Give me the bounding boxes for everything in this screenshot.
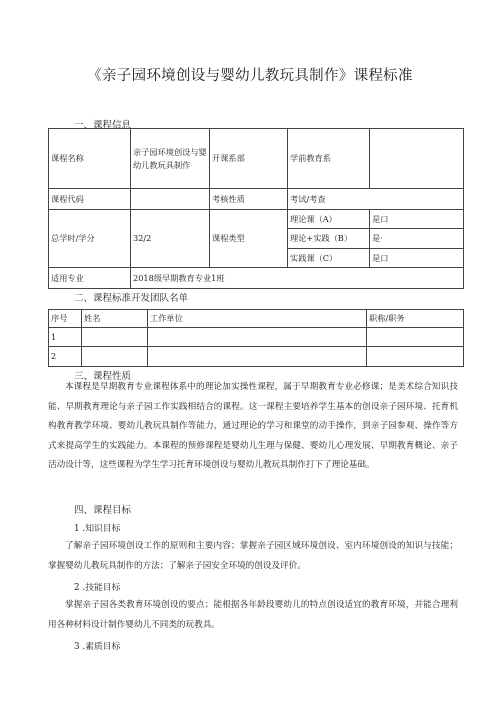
- row-no: 1: [49, 328, 82, 347]
- major-label: 适用专业: [49, 268, 131, 289]
- hours-value: 32/2: [131, 210, 210, 268]
- course-info-table: [48, 128, 464, 289]
- section3-heading: 三、课程性质: [74, 371, 132, 382]
- header-name: 姓名: [82, 310, 148, 328]
- skill-goal-heading: 2 .技能目标: [74, 583, 121, 593]
- type3-value: 是口: [370, 249, 464, 268]
- section3-paragraph: 本课程是早期教育专业课程体系中的理论加实操性课程，属于早期教育专业必修课；是美术综合知识技能、早期教育理论与亲子园工作实践相结合的课程。这一课程主要培养学生基本的创设亲子园环境、托育机构教育教学环境、婴幼儿教玩具制作等能力，通过理论的学习和课堂的动手操作，到亲子园参观、操作等方式来提高学生的实践能力。本课程的预修课程是婴幼儿生理与保健、婴幼儿心理发展、早期教育概论、亲子活动设计等，这些课程为学生学习托育环境创设与婴幼儿教玩具制作打下了理论基础。: [48, 382, 458, 471]
- type2-label: 理论+实践（B）: [288, 229, 370, 249]
- row-unit: [148, 347, 367, 367]
- exam-value: 考试/考查: [288, 189, 464, 210]
- row-title: [367, 328, 464, 347]
- empty-cell: [370, 129, 464, 189]
- table-row: [49, 347, 464, 367]
- table-row: [49, 129, 464, 189]
- dept-value: 学前教育系: [288, 129, 370, 189]
- header-unit: 工作单位: [148, 310, 367, 328]
- type2-value: 是·: [370, 229, 464, 249]
- table-row: [49, 328, 464, 347]
- knowledge-goal-heading: 1 .知识目标: [74, 524, 121, 534]
- major-value: 2018级早期教育专业1班: [131, 268, 464, 289]
- course-name-value: 亲子园环境创设与婴幼儿教玩具制作: [131, 129, 210, 189]
- row-name: [82, 328, 148, 347]
- quality-goal-heading: 3 .素质目标: [74, 642, 121, 652]
- type3-label: 实践课（C）: [288, 249, 370, 268]
- document-title: 《亲子园环境创设与婴幼儿教玩具制作》课程标准: [87, 68, 413, 84]
- hours-label: 总学时/学分: [49, 210, 131, 268]
- skill-goal-paragraph: 掌握亲子园各类教育环境创设的要点；能根据各年龄段婴幼儿的特点创设适宜的教育环境，并能合理利用各种材料设计制作婴幼儿不同类的玩教具。: [48, 600, 458, 630]
- table-row: [49, 189, 464, 210]
- section4-heading: 四、课程目标: [74, 505, 132, 516]
- team-table: [48, 309, 464, 367]
- code-label: 课程代码: [49, 189, 131, 210]
- header-no: 序号: [49, 310, 82, 328]
- section2-heading: 二、课程标准开发团队名单: [74, 293, 189, 304]
- course-name-label: 课程名称: [49, 129, 131, 189]
- exam-label: 考核性质: [210, 189, 288, 210]
- type-label: 课程类型: [210, 210, 288, 268]
- table-header-row: [49, 310, 464, 328]
- section1-heading: 一、课程信息: [74, 120, 132, 131]
- type1-value: 是口: [370, 210, 464, 229]
- table-row: [49, 268, 464, 289]
- knowledge-goal-paragraph: 了解亲子园环境创设工作的原则和主要内容；掌握亲子园区域环境创设、室内环境创设的知识与技能；掌握婴幼儿教玩具制作的方法；了解亲子园安全环境的创设及评价。: [48, 541, 458, 571]
- dept-label: 开课系部: [210, 129, 288, 189]
- type1-label: 理论课（A）: [288, 210, 370, 229]
- code-value: [131, 189, 210, 210]
- table-row: [49, 210, 464, 229]
- row-title: [367, 347, 464, 367]
- row-name: [82, 347, 148, 367]
- header-title: 职称/职务: [367, 310, 464, 328]
- row-no: 2: [49, 347, 82, 367]
- row-unit: [148, 328, 367, 347]
